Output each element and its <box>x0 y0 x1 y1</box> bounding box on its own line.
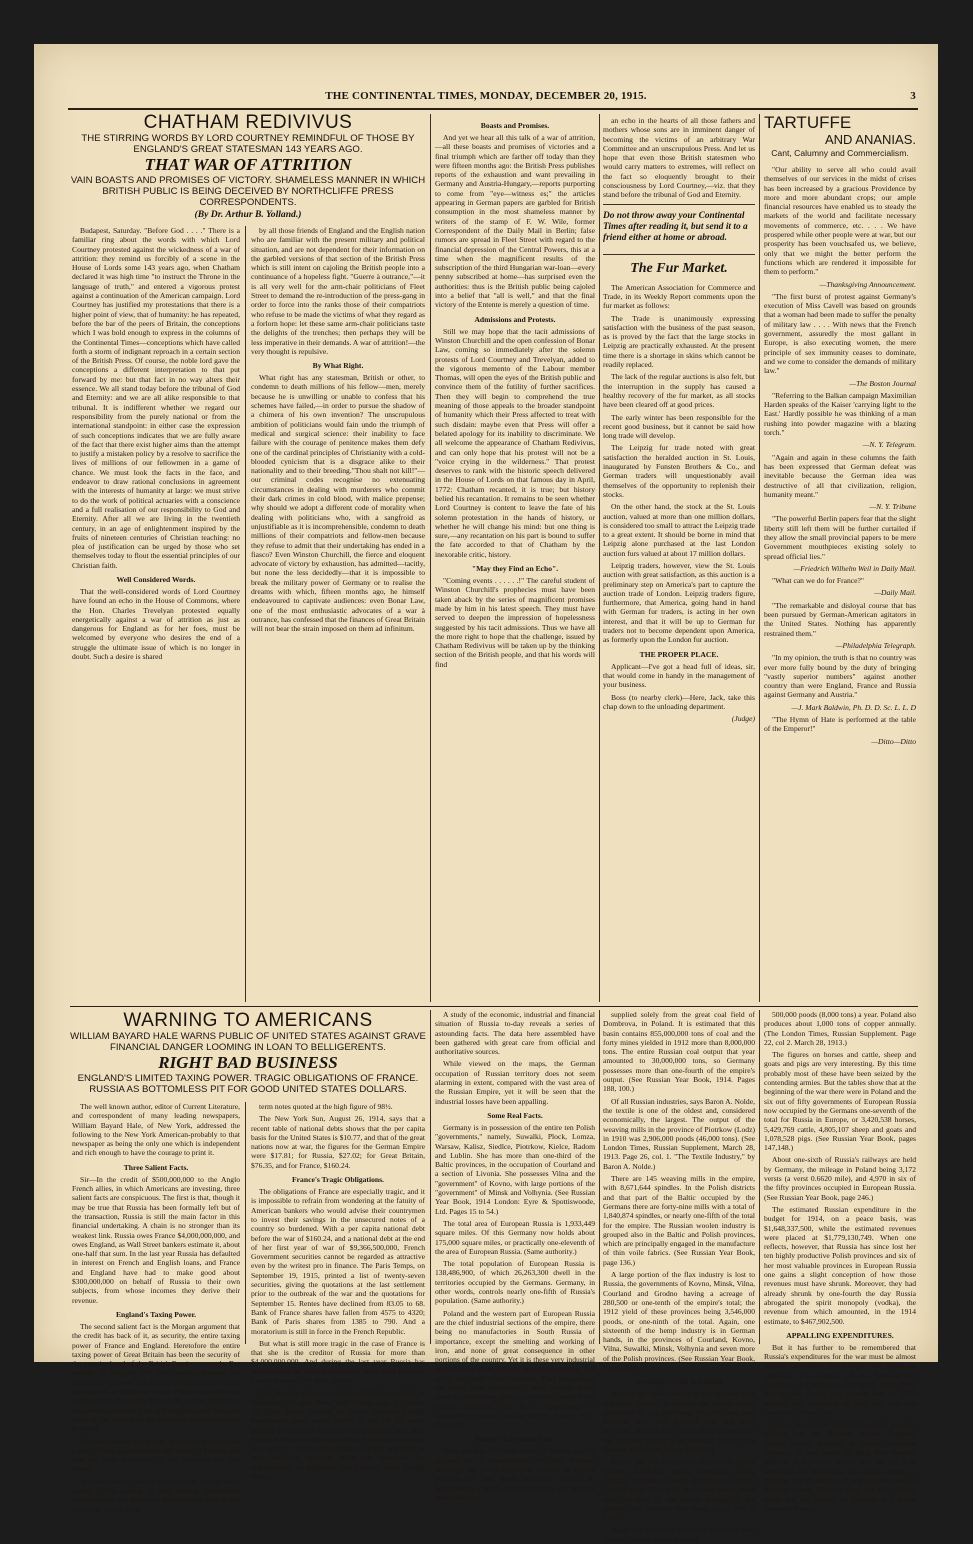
ananias-title: AND ANANIAS. <box>824 132 916 147</box>
warning-headline-block <box>70 1010 426 1095</box>
paragraph: The estimated Russian expenditure in the budget for 1914, on a peace basis, was $1,648,337,500, while the estimated revenues were placed at $1,779,130,749. When one reflects, however, that Russia has since lost her ten highly productive Polish provinces and six of her most valuable provinces in European Russia one gains a slight conception of how those revenues must have shrunk. Moreover, they had already shrunk by one-fourth the day Russia abrogated the spirit monopoly (vodka), the revenue from which amounted, in the 1914 estimate, to $467,902,500. <box>764 1204 916 1326</box>
paragraph: Leipzig traders, however, view the St. Louis auction with great satisfaction, as this auction is a preliminary step on America's part to capture the auction trade of London. Leipzig traders figure, furthermore, that America, going hand in hand with German fur traders, is acting in her own interest, and that it will be up to German fur traders not to become dependent upon America, as formerly upon the London fur auction. <box>603 560 755 645</box>
paragraph: The third salient fact is that, at the end of more than a year of war, a moratorium still exists in France, and that the price quotations of her securities are still unreal. <box>72 1436 240 1474</box>
masthead-rule <box>68 108 918 110</box>
paragraph: The American Association for Commerce and Trade, in its Weekly Report comments upon the fur market as follows: <box>603 282 755 311</box>
quote: "What can we do for France?" <box>772 576 865 586</box>
paragraph: Still we may hope that the tacit admissions of Winston Churchill and the open confession of Bonar Law, coming so immediately after the solemn protests of Lord Courtney and Trevelyan, added to the vigorous memento of the Labour member Thomas, will open the eyes of the British public and convince them of the futility of further sacrifices. Then they will begin to comprehend the true meaning of those appeals to the broader standpoint of humanity which their Press affected to treat with such disdain: maybe even that Press will offer a belated apology for its inability to discriminate. We all welcome the appearance of Chatham Redivivus, and can only hope that his protest will not be a "voice crying in the wilderness." That protest deserves to rank with the historic speech delivered in the House of Lords on that famous day in April, 1772: Chatham recanted, it is true; but history belied his recantation. It remains to be seen whether Lord Courtney is content to leave the fate of his solemn protestation in the hands of history, or whether he will change his mind: but one thing is sure,—any recantation on his part is bound to suffer the fate accorded to that of Chatham by the inexorable critic, history. <box>435 326 595 559</box>
quote: "In my opinion, the truth is that no country was ever more fully bound by the duty of bringing "vastly superior numbers" against another country than were England, France and Russia against Germany and Austria." <box>764 653 916 700</box>
masthead <box>34 90 938 110</box>
paragraph: The New York Sun, August 26, 1914, says that a recent table of national debts shows that the per capita basis for the United States is $10.77, and that of the great nations now at war, the figures for the German Empire were $17.81; for Russia, $27.02; for Great Britain, $76.35, and for France, $160.24. <box>251 1114 425 1170</box>
paragraph: The total area of European Russia is 1,933,449 square miles. Of this Germany now holds about 175,000 square miles, or practically one-eleventh of the area of European Russia. (Same authority.) <box>435 1218 595 1256</box>
chatham-byline: (By Dr. Arthur B. Yolland.) <box>194 209 302 220</box>
divider <box>603 254 755 255</box>
paragraph: That the well-considered words of Lord Courtney have found an echo in the House of Commons, where the Hon. Charles Trevelyan protested equally energetically against a war of attrition as just as dangerous for England as for her foes, must be welcomed by everyone who desires the end of a struggle the ultimate issue of which is no longer in doubt. Such a desire is shared <box>72 586 240 662</box>
quote: "The first burst of protest against Germany's execution of Miss Cavell was based on grounds that a woman had been made to suffer the penalty of military law . . . . With news that the French government, assuredly the most gallant in Europe, is also executing women, the mere principle of sex immunity ceases to dominate, and we come to consider the demands of military law." <box>764 291 916 376</box>
paragraph: supplied solely from the great coal field of Dombrova, in Poland. It is estimated that this basin contains 855,000,000 tons of coal and the forty mines yielded in 1912 more than 8,000,000 tons. The entire Russian coal output that year amounted to 30,000,000 tons, so Germany possesses more than one-fourth of the empire's output. (See Russian Year Book, 1914. Pages 188, 100.) <box>603 1010 755 1094</box>
section-heading: France's Tragic Obligations. <box>292 1175 384 1185</box>
paragraph: The Morgan interests, in their publicity statement of September 28, said (New York Times, page 1, column 3): "One year's income on Great Britain's foreign investments alone would suffice to pay off the entire amount of the credit which is now proposed here. And French national income and foreign investments are also very great." The dangerous fallacy of this argument at once becomes apparent when one examines the responsibility of England's and France's chief foreign debtor. <box>251 1388 425 1481</box>
section-heading: England's Taxing Power. <box>115 1309 197 1319</box>
section-heading: Some Real Facts. <box>487 1110 543 1120</box>
attribution: —Philadelphia Telegraph. <box>835 640 916 650</box>
column-divider <box>759 1010 760 1344</box>
section-divider <box>70 1006 918 1007</box>
paragraph: 500,000 poods (8,000 tons) a year. Poland also produces about 1,000 tons of copper annually. (The London Times, Russian Supplement. Page 22, col 2. March 28, 1913.) <box>764 1010 916 1047</box>
paragraph: Sir—In the credit of $500,000,000 to the Anglo French allies, in which Americans are investing, three salient facts are conspicuous. The first is that, though it may be true that Russia has been formally left but of the transaction, Russia is still the main factor in this financial undertaking. A chain is no stronger than its weakest link. Russia owes France $4,000,000,000, and owes England, as Wall Street bankers estimate it, about one-half that sum. In the last year Russia has defaulted in interest on French and English loans, and France and England have had to make good about $300,000,000 on behalf of Russia to their own subjects, from whose incomes they derive their revenue. <box>72 1174 240 1305</box>
attribution: (Judge) <box>731 714 755 724</box>
attribution: —Friedrich Wilhelm Weil in Daily Mail. <box>793 563 916 573</box>
paragraph: A study of the economic, industrial and financial situation of Russia to-day reveals a series of astounding facts. The data here assembled have been gathered with great care from official and authoritative sources. <box>435 1010 595 1057</box>
paragraph: Of all Russian industries, says Baron A. Nolde, the textile is one of the oldest and, considered economically, the largest. The output of the weaving mills in the province of Piotrkow (Lodz) in 1910 was 2,906,000 poods (46,000 tons). (See London Times, Russian Supplement, March 28, 1913. Page 26, col. 1. "The Textile Industry," by Baron A. Nolde.) <box>603 1096 755 1171</box>
section-heading: Germany's Gain in Poland. <box>634 1377 724 1387</box>
tartuffe-subtitle: Cant, Calumny and Commercialism. <box>771 148 909 158</box>
paragraph: What the loss of Poland means to Russia may be grasped by a consideration of what follows. Although she owns large coal deposits in several portions of her great territory, Russia is, nevertheless, a heavy importer of coal. Her western industries were <box>435 1446 595 1502</box>
divider <box>603 204 755 205</box>
paragraph: Boss (to nearby clerk)—Here, Jack, take this chap down to the unloading department. <box>603 692 755 711</box>
paragraph: The total population of European Russia is 138,486,900, of which 26,263,300 dwell in the territories occupied by the Germans. Germany, in other words, controls nearly one-fifth of Russia's population. (Same authority.) <box>435 1259 595 1306</box>
column-divider <box>599 1010 600 1344</box>
attribution: —N. Y. Tribune <box>869 502 916 512</box>
column-divider <box>599 114 600 1002</box>
attribution: —The Boston Journal <box>849 378 916 388</box>
paragraph: Germany is in possession of the entire ten Polish "governments," namely, Suwalki, Plock, Lomza, Warsaw, Kalisz, Siedlce, Piotrkow, Kielce, Radom and Lublin. She has more than one-third of the Baltic provinces, in the occupation of Courland and a section of Livonia. She possesses Vilna and the "government" of Kovno, with large portions of the "government" of Minsk and Volhynia. (See Russian Year Book, 1914 London: Eyre & Spottiswoode, Ltd. Pages 15 to 54.) <box>435 1122 595 1216</box>
chatham-column-3 <box>435 116 595 1002</box>
warning-headline: WARNING TO AMERICANS <box>123 1010 373 1031</box>
chatham-column-1 <box>72 226 240 1002</box>
paragraph: Poland and the western part of European Russia are the chief industrial sections of the empire, there being no manufactories in South Russia of importance, except the smelting and working of iron, and none of great consequence in other portions of the country. Yet it is these very industrial sections, the most densely populated centres, that are in the hands of the Germans. They have seized the Baltic chief industries, a large portion of her great manufacturing plants, and control many of her natural resources. (See U. S. Department of Commerce, Special Consular Report. Russia, 1913. Page 14.) <box>435 1308 595 1430</box>
column-4 <box>603 116 755 1002</box>
attribution: —Ditto—Ditto <box>871 736 916 746</box>
section-heading: Three Salient Facts. <box>123 1162 189 1172</box>
paragraph: Budapest, Saturday. "Before God . . . ." There is a familiar ring about the words with which Lord Courtney protested against the wickedness of a war of attrition: they remind us forcibly of a scene in the House of Lords some 143 years ago, when Chatham declared it was high time "to instruct the Throne in the language of truth," and entered a vigorous protest against a continuation of the American campaign. Lord Courtney has justified my protestations that there is a higher point of view, that of humanity: he has repeated, before the bar of the peers of Britain, the conceptions which I was bold enough to express in the columns of the Continental Times—conceptions which have called forth a storm of indignant reproach in a certain section of the British Press. Of course, the noble lord gave the conceptions a different interpretation to that put forward by me: but that fact in no way alters their essence. We all stand today before the tribunal of God and Eternity: and we are all alike responsible to that tribunal. It is indifferent whether we regard our responsibility from the purely national or from the international standpoint: in either case the expression of such conceptions indicates that we are fully aware of the fact that there exist higher aims than the attempt to justify a mistaken policy by a resolve to sacrifice the lives of millions of our fellowmen in a game of chance. We must look the facts in the face, and endeavor to draw rational conclusions in agreement with the interests of humanity at large: we must strive to do the work of political actuaries with a conscience and a full realisation of our responsibility to God and Eternity. After all we are living in the twentieth century, in an age of enlightenment inspired by the fruits of nineteen centuries of Christian teaching: no plea of justification can be urged by those who set themselves today to flout the essential principles of our Christian faith. <box>72 226 240 570</box>
warning-column-1 <box>72 1102 240 1514</box>
attribution: —J. Mark Baldwin, Ph. D. D. Sc. L. L. D <box>791 702 916 712</box>
quote: "The Hymn of Hate is performed at the table of the Emperor!" <box>764 715 916 734</box>
paragraph: In other words, neither England nor France dares permit a free market in their leading government securities, but yet these two governments offer to the American public short <box>72 1476 240 1514</box>
paragraph: Applicant—I've got a head full of ideas, sir, that would come in handy in the management of your business. <box>603 661 755 690</box>
chatham-headline: CHATHAM REDIVIVUS <box>143 112 353 133</box>
warning-column-5 <box>764 1010 916 1513</box>
notice: Do not throw away your Continental Times after reading it, but send it to a friend either at home or abroad. <box>603 210 748 243</box>
chatham-subhead2: VAIN BOASTS AND PROMISES OF VICTORY. SHAMELESS MANNER IN WHICH BRITISH PUBLIC IS BEING DECEIVED BY NORTHCLIFFE PRESS CORRESPONDENTS. <box>70 175 426 208</box>
section-heading: "May they Find an Echo". <box>471 564 559 574</box>
fur-market-title: The Fur Market. <box>630 260 728 276</box>
tartuffe-column <box>764 114 916 1002</box>
chatham-headline-block <box>70 112 426 222</box>
column-divider <box>759 114 760 1002</box>
section-heading: Boasts and Promises. <box>480 121 550 130</box>
quote: "The powerful Berlin papers fear that the slight liberty still left them will be further curtailed if they allow the small provincial papers to be mere Government mouthpieces existing solely to spread official lies." <box>764 514 916 561</box>
paragraph: And yet we hear all this talk of a war of attrition,—all these boasts and promises of victories and a final triumph which are farther off today than they were fifteen months ago: the British Press publishes reports of the exhaustion and want prevailing in Germany and Austria-Hungary,—reports purporting to come from "eye—witness es;" the articles appearing in German papers are garbled for British consumption in the most shameless manner by writers of the stamp of F. W. Wile, former Correspondent of the Daily Mail in Berlin; false rumors are spread in Fleet Street with regard to the financial depression of the Central Powers, this at a time when the magnificent results of the subscription of the third Hungarian war-loan—every penny subscribed at home—has surprised even the authorities: thus is the British public being cajoled into a belief that "all is well," and that the final victory of the Entente is merely a question of time. <box>435 133 595 310</box>
section-heading: APPALLING EXPENDITURES. <box>786 1330 894 1340</box>
masthead-title: THE CONTINENTAL TIMES, MONDAY, DECEMBER 20, 1915. <box>325 90 647 102</box>
paragraph: The well known author, editor of Current Literature, and correspondent of many leading newspapers, William Bayard Hale, of New York, addressed the following to the New York American-probably to that newspaper as being the only one which is independent and rich enough to have the courage to print it. <box>72 1102 240 1158</box>
paragraph: The second salient fact is the Morgan argument that the credit has back of it, as security, the entire taxing power of France and England. Heretofore the entire taxing power of Great Britain has been the security of the premier bond of the British Empire—consols. But nobody in England will buy consols, because the British Government will not permit them to be sold at less than 65, a "minimum" price. If that minimum were removed, consols might drop to 40 or less. If this has happened to consols, what will happen to the five-year notes of the allies with the American people's savings in them? <box>72 1321 240 1434</box>
paragraph: While viewed on the maps, the German occupation of Russian territory does not seem alarming in extent, compared with the vast area of the Russian Empire, yet it will be seen that the industrial losses have been appalling. <box>435 1059 595 1106</box>
paragraph: "Coming events . . . . . .!" The careful student of Winston Churchill's prophecies must have been taken aback by the series of magnificent promises made by him in his latest speech. They must have served to deepen the impression of hopelessness suggested by his tacit admissions. Thus we have all the more right to hope that the challenge, issued by Chatham Redivivus will be taken up by the thinking section of the British people, and that his words will find <box>435 576 595 669</box>
quote: "Our ability to serve all who could avail themselves of our services in the midst of crises has been increased by a gracious Providence by more and more abundant crops; our ample financial resources have enabled us to steady the markets of the world and facilitate necessary movements of commerce, etc. . . . We have prospered while other people were at war, but our prosperity has been vouchsafed us, we believe, only that we might the better perform the functions which are rendered it impossible for them to perform." <box>764 165 916 277</box>
paragraph: The early winter has been responsible for the recent good business, but it cannot be said how long trade will develop. <box>603 412 755 441</box>
paragraph: an echo in the hearts of all those fathers and mothers whose sons are in imminent danger of becoming the victims of an arbitrary War Committee and an unscrupulous Press. And let us hope that even those British statesmen who would carry matters to extremes, will reflect on the fact so eloquently brought to their consciousness by Lord Courtney,—viz. that they stand before the tribunal of God and Eternity. <box>603 116 755 200</box>
chatham-subhead: THE STIRRING WORDS BY LORD COURTNEY REMINDFUL OF THOSE BY ENGLAND'S GREAT STATESMAN 143 YEARS AGO. <box>81 133 415 155</box>
warning-title2: RIGHT BAD BUSINESS <box>158 1053 338 1072</box>
paragraph: But what is still more tragic in the case of France is that she is the creditor of Russia for more than $4,000,000,000. And during the last year Russia has defaulted on the interest payments. What hope have the French investors for their capital? <box>251 1338 425 1386</box>
paragraph: There are 145 weaving mills in the empire, with 8,671,644 spindles. In the Polish districts and that part of the Baltic occupied by the Germans there are forty-nine mills with a total of 1,840,874 spindles, or nearly one-fifth of the total for the empire. The Russian woolen industry is grouped also in the Baltic and Polish provinces, which are principally engaged in the manufacture of thin voile fabrics. (See Russian Year Book, page 136.) <box>603 1174 755 1267</box>
section-heading: THE PROPER PLACE. <box>639 649 719 659</box>
attribution: —Daily Mail. <box>874 588 916 598</box>
paragraph: Among the chief centres of the Russian iron and steel industry is Poland, the annual Polish production in pig iron being 386,000 tons; steel 448,000 tons, and finished iron and steel products, 363,000 tons. More than one-tenth of the empire's output is in German hands. (See Russian Year Book, pages 200-201.) <box>603 1389 755 1455</box>
chatham-title2: THAT WAR OF ATTRITION <box>144 155 352 174</box>
warning-subhead: WILLIAM BAYARD HALE WARNS PUBLIC OF UNITED STATES AGAINST GRAVE FINANCIAL DANGER LOOMING IN LOAN TO BELLIGERENTS. <box>70 1031 426 1053</box>
paragraph: The obligations of France are especially tragic, and it is impossible to refrain from wondering at the fatuity of American bankers who would advise their countrymen to invest their savings in the unsecured notes of a country so burdened. With a per capita national debt before the war of $160.24, and a national debt at the end of her first year of war of $9,366,500,000, French Government securities cannot be regarded as attractive even by the writest pro in finance. The Paris Temps, on September 19, 1915, printed a list of twenty-seven securities, giving the quotations at the last settlement prior to the outbreak of the war and the quotations for September 15. Rentes have declined from 83.05 to 68. Bank of France shares have fallen from 4575 to 4320; Bank of Paris shares from 1385 to 790. And a moratorium is still in force in the French Republic. <box>251 1187 425 1336</box>
section-heading: Admissions and Protests. <box>474 314 556 324</box>
quote: "The remarkable and disloyal course that has been pursued by German-American agitators in the United States. Nothing has apparently restrained them." <box>764 600 916 638</box>
paragraph: Poland has the largest area devoted to potato culture, 1,498,488 acres; Lithuania having 770,534, and one—third of the Baltic provinces, 110,000 acres. This is all in German hands, more than one-third of the potato acreage of the empire. (See Russian Year Book, pages 165 to 176.) <box>603 1457 755 1523</box>
paragraph: The Leipzig fur trade noted with great satisfaction the heralded auction in St. Louis, inaugurated by Funsten Brothers & Co., and German traders will unquestionably avail themselves of the opportunity to replenish their stocks. <box>603 443 755 499</box>
attribution: —N. Y. Telegram. <box>862 440 916 450</box>
chatham-column-2 <box>251 226 425 1002</box>
paragraph: About one-sixth of Russia's railways are held by Germany, the mileage in Poland being 3,172 versts (a verst 0.6620 mile), and 4,970 in six of the fifty provinces occupied in European Russia. (See Russian Year Book, page 246.) <box>764 1155 916 1202</box>
column-divider <box>245 226 246 1002</box>
paragraph: The lack of the regular auctions is also felt, but the interruption in the supply has caused a healthy recovery of the fur market, as all stocks have been cleared off at good prices. <box>603 372 755 410</box>
paragraph: On the other hand, the stock at the St. Louis auction, valued at more than one million dollars, is considered too small to attract the Leipzig trade to a great extent. It should be borne in mind that Leipzig alone purchased at the last London auction furs valued at about 17 million dollars. <box>603 502 755 558</box>
warning-column-3 <box>435 1010 595 1502</box>
attribution: —Thanksgiving Announcement. <box>819 279 916 289</box>
column-divider <box>430 114 431 1002</box>
quote: "Referring to the Balkan campaign Maximilian Harden speaks of the Kaiser 'carrying light to the East.' Hardly possible he was thinking of a man rushing into powder magazine with a blazing torch." <box>764 390 916 438</box>
paragraph: But it has further to be remembered that Russia's expenditures for the war must be almost beyond calculation. Her foreign trade losses are appalling. The Journal of the Russo-British Chamber of Commerce, Petrograd, April 1915, stating that during the second half of 1914 imports had decreased by 65.6 per cent and exports by 78 per cent. <box>764 1342 916 1417</box>
column-divider <box>245 1102 246 1344</box>
paragraph: by all those friends of England and the English nation who are familiar with the present military and political situation, and are not dependent for their information on the garbled versions of that section of the British Press which is still intent on cajoling the British people into a continuance of a hopeless fight. "Guerre à outrance,"—it is all very well for the arm-chair politicians of Fleet Street to demand the re-introduction of the press-gang in order to force into the ranks those of their compatriots who refuse to be made the victims of what they regard as a forlorn hope: let these same arm-chair politicians taste the delights of the trenches; then perhaps they will be less imperative in their demands. A war of attrition!—the very thought is repulsive. <box>251 226 425 356</box>
warning-column-2 <box>251 1102 425 1481</box>
page-number: 3 <box>910 90 916 102</box>
paragraph: The figures on horses and cattle, sheep and goats and pigs are very interesting. By this time probably most of these have been seized by the contending armies. But the tables show that at the beginning of the war there were in Poland and the six out of fifty governments of European Russia now occupied by the Germans one-seventh of the total for Russia in Europe, or 3,420,538 horses, 5,429,769 cattle, 4,805,107 sheep and goats and 1,078,528 pigs. (See Russian Year Book, pages 147,148.) <box>764 1050 916 1153</box>
paragraph: A large portion of the flax industry is lost to Russia, the governments of Kovno, Minsk, Vilna, Courland and Grodno having a acreage of 280,500 or one-tenth of the empire's total; the 1912 yield of these provinces being 3,546,000 poods, or one-ninth of the total. Again, one sixteenth of the hemp industry is in German hands, in the provinces of Courland, Kovno, Vilna, Suwalki, Minsk, Volhynia and seven more of the Polish provinces. (See Russian Year Book, Page 125.) <box>603 1270 755 1372</box>
column-divider <box>430 1010 431 1344</box>
paragraph: France has poured four billions of her people's savings into the Russian morass. England, already deeply involved in Russia's hopeless finances, is now ready to fling five hundred millions of American dollars into the pit. It is necessary for the allies that Russia keep on fighting. But Russia cannot, and will not, keep on fighting unless England pays her bills. Every dollar we are loaning to England is a dollar loaned to Russia. <box>764 1420 916 1513</box>
tartuffe-title: TARTUFFE <box>764 113 852 132</box>
paragraph: The Trade is unanimously expressing satisfaction with the business of the past season, as is proved by the fact that the large stocks in Leipzig are practically exhausted. At the present time there is a shortage in skins which cannot be readily replaced. <box>603 313 755 370</box>
warning-subhead2: ENGLAND'S LIMITED TAXING POWER. TRAGIC OBLIGATIONS OF FRANCE. RUSSIA AS BOTTOMLESS PIT FOR GOOD UNITED STATES DOLLARS. <box>77 1073 419 1095</box>
section-heading: By What Right. <box>312 361 364 371</box>
paragraph: What right has any statesman, British or other, to condemn to death millions of his fellow—men, merely because he is unwilling or unable to confess that his schemes have failed,—in order to pursue the shadow of a chimera of his own invention? The unscrupulous ambition of politicians would fain undo the triumph of medical and surgical science: their inability to face failure with the courage of penitence makes them defy one of the cardinal principles of Christianity with a cold-blooded cynicism that is a disgrace alike to their nationality and to their breeding."Thou shalt not kill!"—our criminal codes recognise no extenuating circumstances in dealing with murderers who commit their dark crimes in cold blood, with malice prepense; why should we adopt a different code of morality when dealing with politicians who, with a sangfroid as unjustifiable as it is incomprehensible, condemn to death millions of their compatriots and fellow-men because they refuse to admit that their undertaking has ended in a fiasco? Even Winston Churchill, the fierce and eloquent advocate of victory by exhaustion, has admitted—tacitly, but none the less decidedly—that it is impossible to break the military power of Germany or to realise the dreams with which, fifteen months ago, he himself endeavoured to captivate audiences: even Bonar Law, one of the most enthusiastic advocates of a war à outrance, has confessed that the finances of Great Britain will not bear the strain imposed on them ad infinitum. <box>251 373 425 634</box>
quote: "Again and again in these columns the faith has been expressed that German defeat was inevitable because the German idea was destructive of all that civilization, religion, humanity meant." <box>764 452 916 499</box>
newspaper-page <box>34 44 938 1544</box>
paragraph: term notes quoted at the high figure of 98½. <box>259 1102 393 1111</box>
section-heading: Well Considered Words. <box>116 574 196 584</box>
warning-column-4 <box>603 1010 755 1544</box>
paragraph: Again zinc is chiefly produced in Poland, near Olkusz, and her output is about <box>603 1525 755 1544</box>
section-heading: Russia's Enormous Loss. <box>474 1434 556 1444</box>
